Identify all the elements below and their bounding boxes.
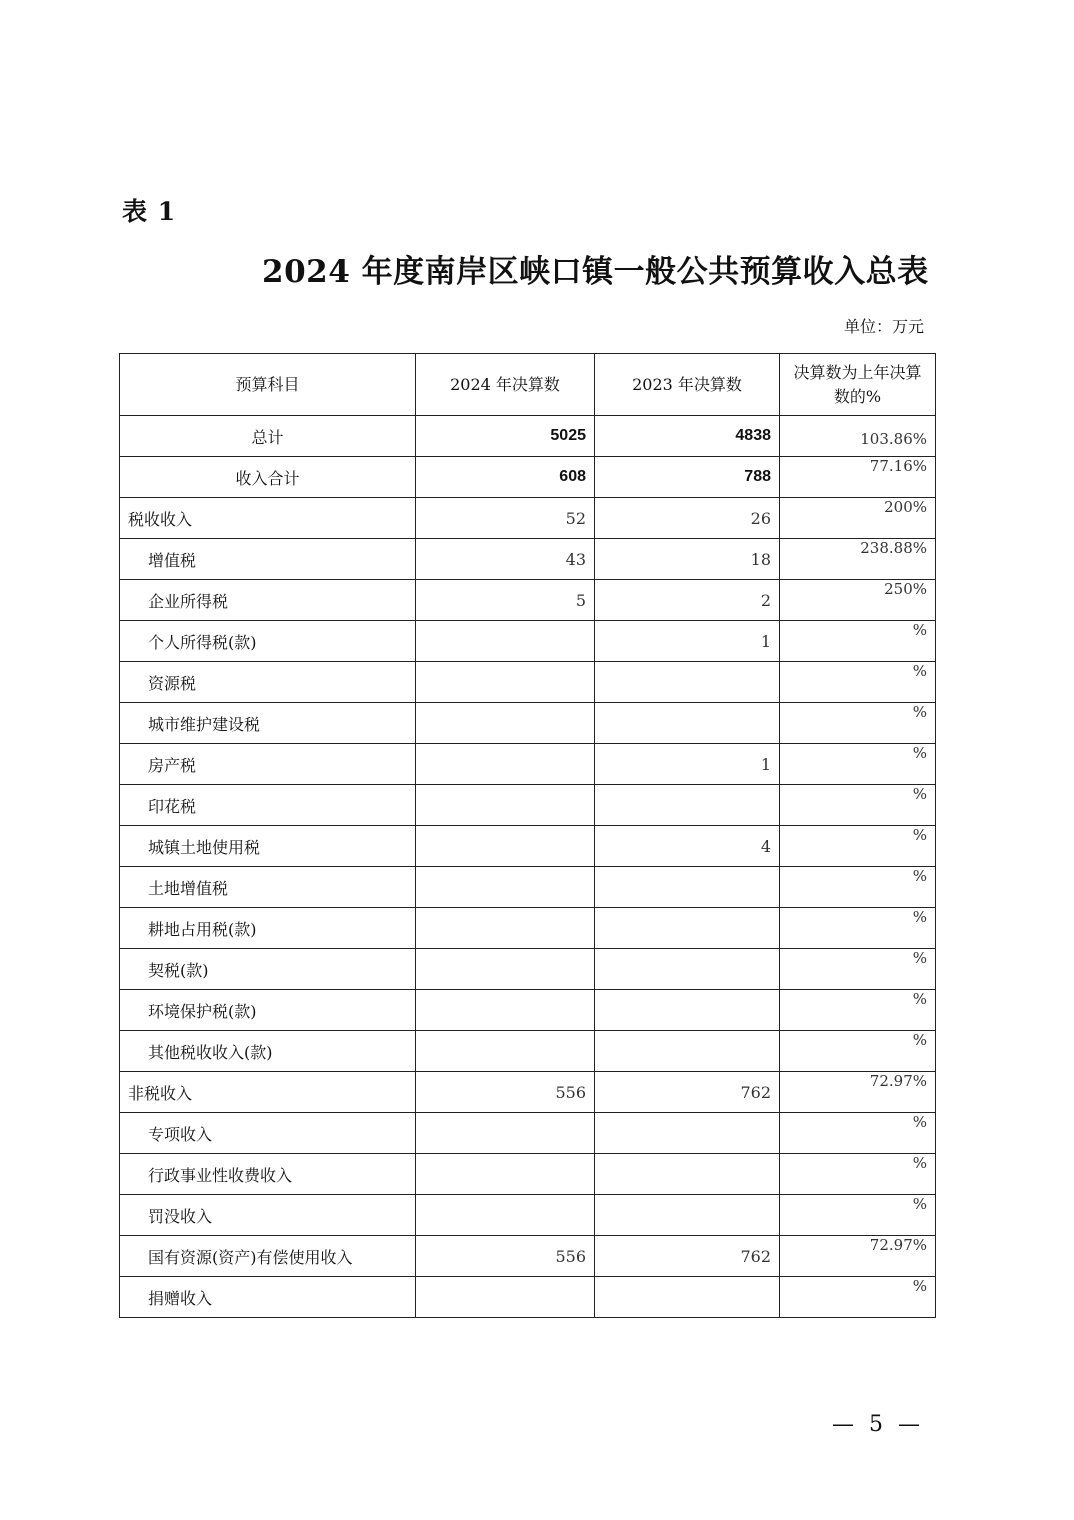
row-2024-value xyxy=(416,908,595,949)
row-name: 城市维护建设税 xyxy=(120,703,416,744)
table-row-total xyxy=(120,416,936,457)
row-name: 税收收入 xyxy=(120,498,416,539)
row-name: 增值税 xyxy=(120,539,416,580)
row-ratio: % xyxy=(780,1031,936,1072)
row-2024-value xyxy=(416,949,595,990)
row-2024-value: 5025 xyxy=(416,416,595,457)
row-name: 捐赠收入 xyxy=(120,1277,416,1318)
row-name: 其他税收收入(款) xyxy=(120,1031,416,1072)
row-2024-value: 608 xyxy=(416,457,595,498)
row-2023-value: 1 xyxy=(595,744,780,785)
row-2024-value xyxy=(416,744,595,785)
row-2023-value xyxy=(595,908,780,949)
row-2023-value: 26 xyxy=(595,498,780,539)
table-row xyxy=(120,539,936,580)
row-2024-value xyxy=(416,826,595,867)
unit-label: 单位：万元 xyxy=(843,317,924,336)
row-2024-value: 556 xyxy=(416,1072,595,1113)
table-header-row xyxy=(120,354,936,416)
row-2024-value: 52 xyxy=(416,498,595,539)
table-row xyxy=(120,826,936,867)
row-2024-value xyxy=(416,662,595,703)
table-row xyxy=(120,1031,936,1072)
row-2023-value: 4838 xyxy=(595,416,780,457)
row-2023-value xyxy=(595,1031,780,1072)
row-2024-value xyxy=(416,703,595,744)
row-2023-value: 18 xyxy=(595,539,780,580)
table-row-revenue-subtotal xyxy=(120,457,936,498)
table-row xyxy=(120,1277,936,1318)
row-name: 环境保护税(款) xyxy=(120,990,416,1031)
row-2024-value: 5 xyxy=(416,580,595,621)
row-2023-value xyxy=(595,1195,780,1236)
row-ratio: % xyxy=(780,1277,936,1318)
table-label: 表 1 xyxy=(122,197,177,226)
table-row xyxy=(120,498,936,539)
table-row xyxy=(120,1236,936,1277)
row-2024-value xyxy=(416,1113,595,1154)
row-name: 契税(款) xyxy=(120,949,416,990)
row-2023-value xyxy=(595,1154,780,1195)
row-ratio: 72.97% xyxy=(780,1236,936,1277)
row-ratio: 250% xyxy=(780,580,936,621)
row-ratio: % xyxy=(780,908,936,949)
row-ratio: % xyxy=(780,621,936,662)
row-2023-value xyxy=(595,785,780,826)
row-name: 国有资源(资产)有偿使用收入 xyxy=(120,1236,416,1277)
table-row xyxy=(120,662,936,703)
row-ratio: % xyxy=(780,1113,936,1154)
row-name: 罚没收入 xyxy=(120,1195,416,1236)
row-2024-value xyxy=(416,990,595,1031)
row-2024-value xyxy=(416,785,595,826)
header-budget-item: 预算科目 xyxy=(120,354,416,416)
table-row xyxy=(120,744,936,785)
row-2023-value xyxy=(595,662,780,703)
row-ratio: 238.88% xyxy=(780,539,936,580)
row-ratio: % xyxy=(780,785,936,826)
row-name: 个人所得税(款) xyxy=(120,621,416,662)
table-row xyxy=(120,621,936,662)
header-ratio: 决算数为上年决算数的% xyxy=(780,354,936,416)
row-ratio: 72.97% xyxy=(780,1072,936,1113)
row-2023-value xyxy=(595,949,780,990)
table-row xyxy=(120,1154,936,1195)
row-ratio: % xyxy=(780,949,936,990)
row-ratio: % xyxy=(780,662,936,703)
table-row xyxy=(120,949,936,990)
row-ratio: % xyxy=(780,703,936,744)
table-row xyxy=(120,867,936,908)
table-row xyxy=(120,990,936,1031)
table-row xyxy=(120,1195,936,1236)
row-name: 城镇土地使用税 xyxy=(120,826,416,867)
table-row xyxy=(120,1113,936,1154)
row-2024-value: 556 xyxy=(416,1236,595,1277)
header-2023-final: 2023 年决算数 xyxy=(595,354,780,416)
row-2023-value: 762 xyxy=(595,1072,780,1113)
header-2024-final: 2024 年决算数 xyxy=(416,354,595,416)
row-2024-value xyxy=(416,621,595,662)
row-2023-value: 2 xyxy=(595,580,780,621)
row-name: 耕地占用税(款) xyxy=(120,908,416,949)
row-ratio: 103.86% xyxy=(780,416,936,457)
table-row xyxy=(120,908,936,949)
budget-revenue-table xyxy=(119,353,936,1318)
row-name: 专项收入 xyxy=(120,1113,416,1154)
row-ratio: % xyxy=(780,990,936,1031)
row-2024-value xyxy=(416,1154,595,1195)
page-title: 2024 年度南岸区峡口镇一般公共预算收入总表 xyxy=(262,254,929,290)
row-2024-value xyxy=(416,867,595,908)
row-ratio: 200% xyxy=(780,498,936,539)
row-2024-value xyxy=(416,1277,595,1318)
row-name: 印花税 xyxy=(120,785,416,826)
row-2023-value xyxy=(595,990,780,1031)
table-row xyxy=(120,580,936,621)
row-name: 资源税 xyxy=(120,662,416,703)
row-ratio: % xyxy=(780,867,936,908)
row-ratio: % xyxy=(780,744,936,785)
row-2023-value: 4 xyxy=(595,826,780,867)
row-name: 收入合计 xyxy=(120,457,416,498)
row-name: 企业所得税 xyxy=(120,580,416,621)
row-2024-value xyxy=(416,1031,595,1072)
row-ratio: % xyxy=(780,826,936,867)
table-row xyxy=(120,703,936,744)
row-2023-value: 1 xyxy=(595,621,780,662)
row-name: 土地增值税 xyxy=(120,867,416,908)
row-name: 非税收入 xyxy=(120,1072,416,1113)
table-row xyxy=(120,785,936,826)
row-ratio: % xyxy=(780,1154,936,1195)
row-2024-value: 43 xyxy=(416,539,595,580)
row-2023-value xyxy=(595,703,780,744)
row-ratio: % xyxy=(780,1195,936,1236)
table-row xyxy=(120,1072,936,1113)
row-2023-value xyxy=(595,1113,780,1154)
row-name: 行政事业性收费收入 xyxy=(120,1154,416,1195)
row-2023-value xyxy=(595,1277,780,1318)
row-2023-value: 762 xyxy=(595,1236,780,1277)
page-number: — 5 — xyxy=(832,1412,924,1437)
row-name: 房产税 xyxy=(120,744,416,785)
row-2023-value: 788 xyxy=(595,457,780,498)
row-ratio: 77.16% xyxy=(780,457,936,498)
row-name: 总计 xyxy=(120,416,416,457)
row-2024-value xyxy=(416,1195,595,1236)
row-2023-value xyxy=(595,867,780,908)
